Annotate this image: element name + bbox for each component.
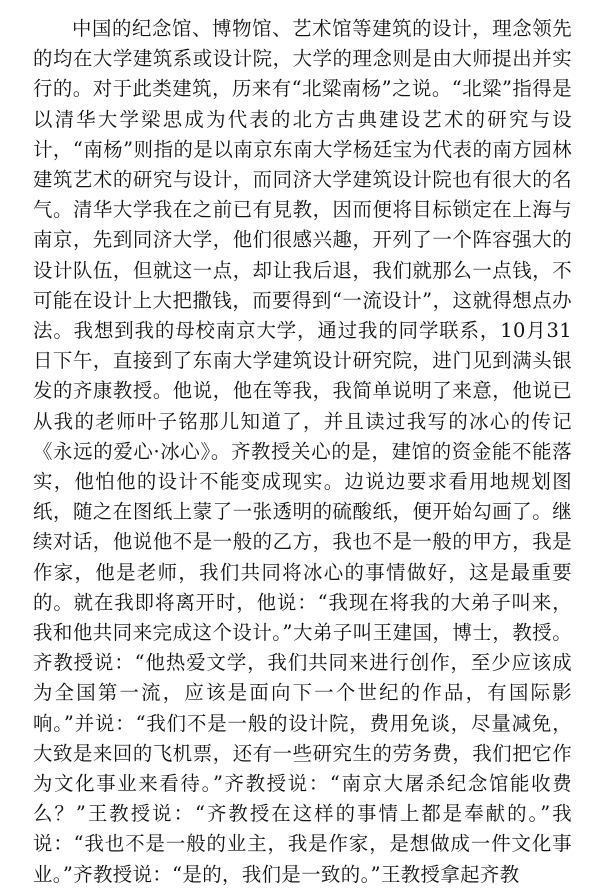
body-paragraph: 中国的纪念馆、博物馆、艺术馆等建筑的设计，理念领先的均在大学建筑系或设计院，大学的理念则是由大师提出并实行的。对于此类建筑，历来有“北粱南杨”之说。“北粱”指得是以清华大学梁思成为代表的北方古典建设艺术的研究与设计，“南杨”则指的是以南京东南大学杨廷宝为代表的南方园林建筑艺术的研究与设计，而同济大学建筑设计院也有很大的名气。清华大学我在之前已有見教，因而便将目标锁定在上海与南京，先到同济大学，他们很感兴趣，开列了一个阵容强大的设计队伍，但就这一点，却让我后退，我们就那么一点钱，不可能在设计上大把撒钱，而要得到“一流设计”，这就得想点办法。我想到我的母校南京大学，通过我的同学联系，10月31日下午，直接到了东南大学建筑设计研究院，进门见到满头银发的齐康教授。他说，他在等我，我简单说明了来意，他说已从我的老师叶子铭那儿知道了，并且读过我写的冰心的传记《永远的爱心·冰心》。齐教授关心的是，建馆的资金能不能落实，他怕他的设计不能变成现实。边说边要求看用地规划图纸，随之在图纸上蒙了一张透明的硫酸纸，便开始勾画了。继续对话，他说他不是一般的乙方，我也不是一般的甲方，我是作家，他是老师，我们共同将冰心的事情做好，这是最重要的。就在我即将离开时，他说：“我现在将我的大弟子叫来，我和他共同来完成这个设计。”大弟子叫王建国，博士，教授。齐教授说：“他热爱文学，我们共同来进行创作，至少应该成为全国第一流，应该是面向下一个世纪的作品，有国际影响。”并说：“我们不是一般的设计院，费用免谈，尽量减免，大致是来回的飞机票，还有一些研究生的劳务费，我们把它作为文化事业来看待。”齐教授说：“南京大屠杀纪念馆能收费么？”王教授说：“齐教授在这样的事情上都是奉献的。”我说：“我也不是一般的业主，我是作家，是想做成一件文化事业。”齐教授说：“是的，我们是一致的。”王教授拿起齐教 — [33, 17, 572, 886]
